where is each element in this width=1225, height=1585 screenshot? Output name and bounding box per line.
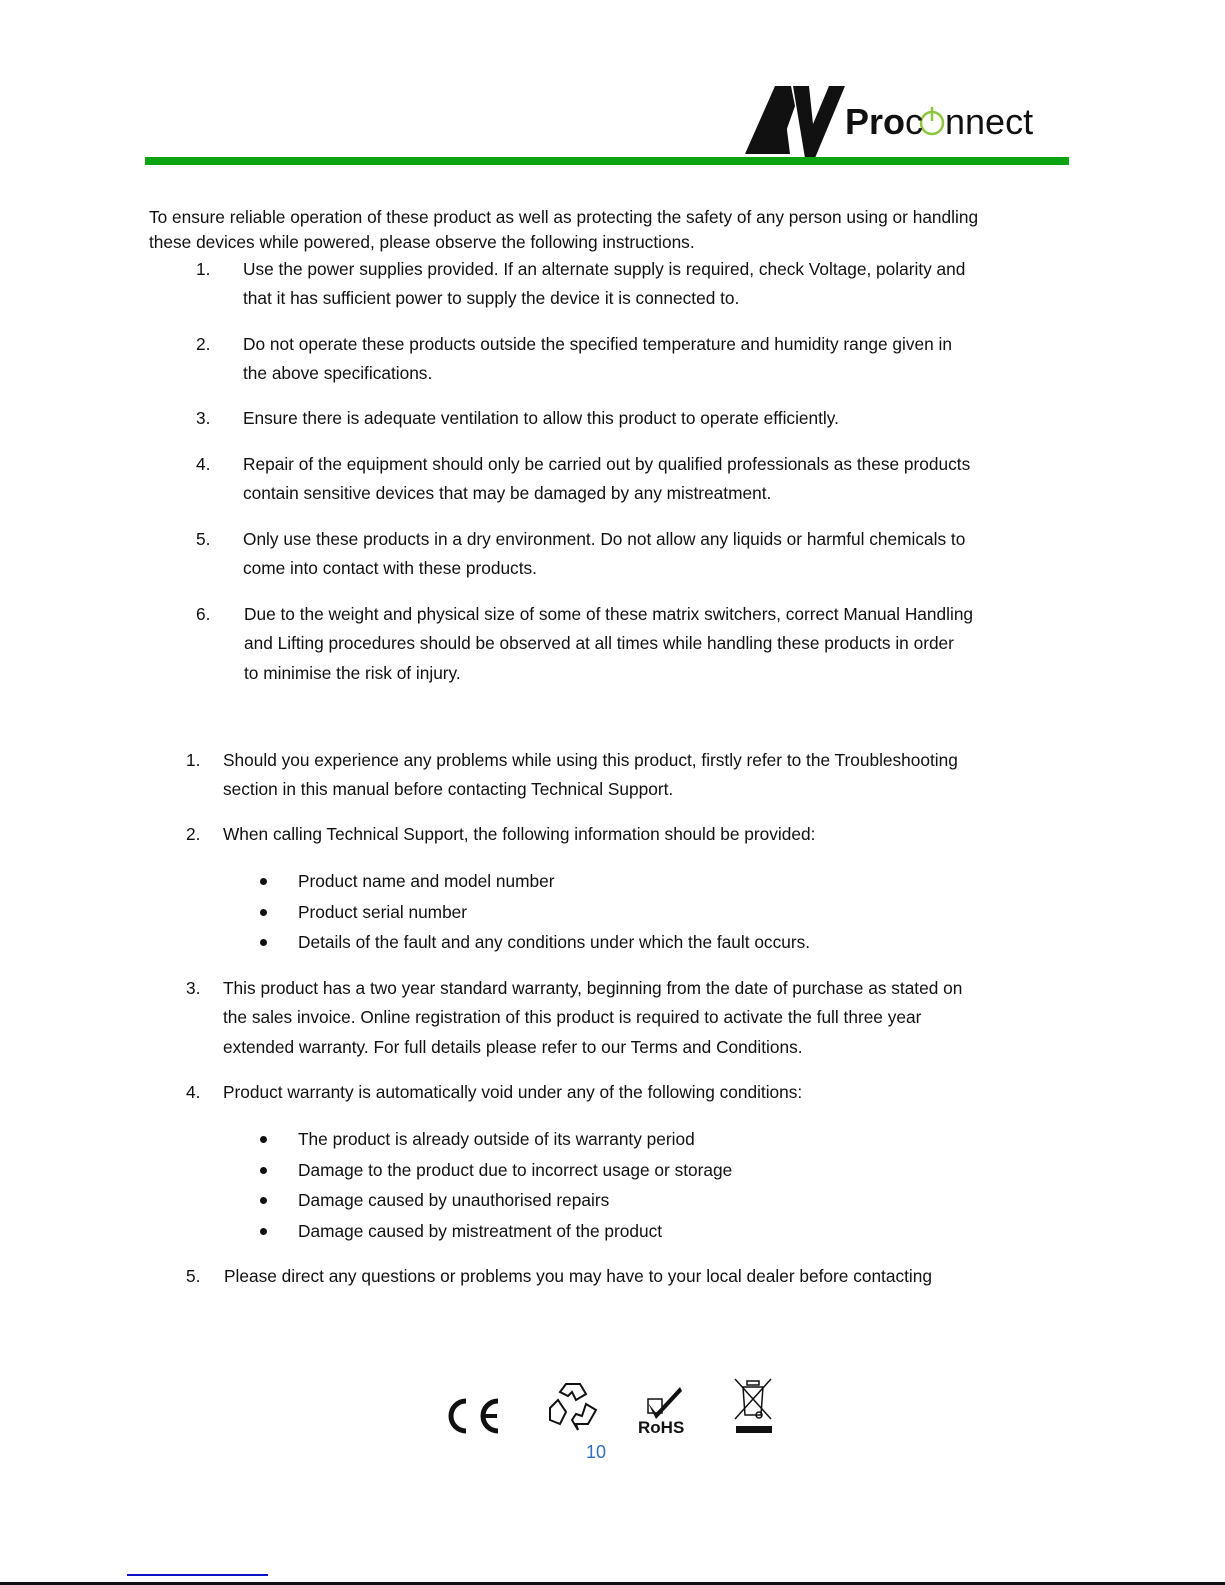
- avproconnect-logo: [745, 84, 1065, 160]
- list-item-text: Repair of the equipment should only be carried out by qualified professionals as these products: [243, 454, 971, 474]
- av-logo-mark-icon: [745, 84, 1065, 160]
- bullet-text: Product serial number: [298, 902, 468, 922]
- list-number: 6.: [196, 604, 211, 624]
- list-item-text: Use the power supplies provided. If an alternate supply is required, check Voltage, polarity and: [243, 259, 966, 279]
- list-number: 1.: [196, 259, 211, 279]
- list-number: 5.: [186, 1266, 201, 1286]
- footnote-link-underline: [127, 1574, 268, 1576]
- list-item-text: Due to the weight and physical size of some of these matrix switchers, correct Manual Handling: [244, 604, 974, 624]
- bullet-text: Details of the fault and any conditions under which the fault occurs.: [298, 932, 811, 952]
- list-item-text: come into contact with these products.: [243, 558, 537, 578]
- list-number: 3.: [186, 978, 201, 998]
- recycle-icon: [546, 1380, 600, 1436]
- page-number: 10: [586, 1442, 607, 1462]
- list-item-text: to minimise the risk of injury.: [244, 663, 461, 683]
- list-number: 5.: [196, 529, 211, 549]
- bullet-icon: [260, 1197, 267, 1204]
- bullet-icon: [260, 878, 267, 885]
- bullet-icon: [260, 939, 267, 946]
- list-item-text: contain sensitive devices that may be damaged by any mistreatment.: [243, 483, 772, 503]
- list-item-text: section in this manual before contacting Technical Support.: [223, 779, 674, 799]
- svg-text:c: c: [905, 101, 923, 142]
- bullet-text: Product name and model number: [298, 871, 555, 891]
- rohs-icon: [636, 1383, 688, 1440]
- ce-mark-icon: [440, 1398, 502, 1434]
- list-item-text: Only use these products in a dry environment. Do not allow any liquids or harmful chemicals to: [243, 529, 966, 549]
- bullet-icon: [260, 1136, 267, 1143]
- list-item-text: the above specifications.: [243, 363, 433, 383]
- header-divider: [145, 157, 1069, 165]
- list-item-text: extended warranty. For full details please refer to our Terms and Conditions.: [223, 1037, 803, 1057]
- list-item-text: Please direct any questions or problems you may have to your local dealer before contacting: [224, 1266, 932, 1286]
- rohs-label: RoHS: [638, 1418, 685, 1435]
- list-number: 4.: [196, 454, 211, 474]
- svg-text:Pro: Pro: [845, 101, 906, 142]
- list-item-text: This product has a two year standard warranty, beginning from the date of purchase as stated on: [223, 978, 963, 998]
- intro-line: these devices while powered, please observe the following instructions.: [149, 232, 695, 252]
- list-number: 4.: [186, 1082, 201, 1102]
- bullet-icon: [260, 1167, 267, 1174]
- bullet-icon: [260, 909, 267, 916]
- bullet-text: Damage caused by unauthorised repairs: [298, 1190, 610, 1210]
- bullet-icon: [260, 1228, 267, 1235]
- bullet-text: Damage to the product due to incorrect usage or storage: [298, 1160, 733, 1180]
- list-number: 3.: [196, 408, 211, 428]
- weee-bin-icon: [733, 1377, 775, 1435]
- list-item-text: Ensure there is adequate ventilation to allow this product to operate efficiently.: [243, 408, 839, 428]
- intro-line: To ensure reliable operation of these product as well as protecting the safety of any person using or handling: [149, 207, 979, 227]
- list-item-text: Product warranty is automatically void under any of the following conditions:: [223, 1082, 803, 1102]
- list-item-text: Should you experience any problems while using this product, firstly refer to the Troubleshooting: [223, 750, 958, 770]
- list-item-text: and Lifting procedures should be observed at all times while handling these products in order: [244, 633, 954, 653]
- list-number: 2.: [186, 824, 201, 844]
- svg-text:nnect: nnect: [945, 101, 1034, 142]
- list-number: 1.: [186, 750, 201, 770]
- list-item-text: Do not operate these products outside the specified temperature and humidity range given in: [243, 334, 952, 354]
- list-item-text: When calling Technical Support, the following information should be provided:: [223, 824, 816, 844]
- bullet-text: The product is already outside of its warranty period: [298, 1129, 695, 1149]
- list-item-text: that it has sufficient power to supply the device it is connected to.: [243, 288, 740, 308]
- list-number: 2.: [196, 334, 211, 354]
- bullet-text: Damage caused by mistreatment of the product: [298, 1221, 663, 1241]
- list-item-text: the sales invoice. Online registration of this product is required to activate the full three year: [223, 1007, 922, 1027]
